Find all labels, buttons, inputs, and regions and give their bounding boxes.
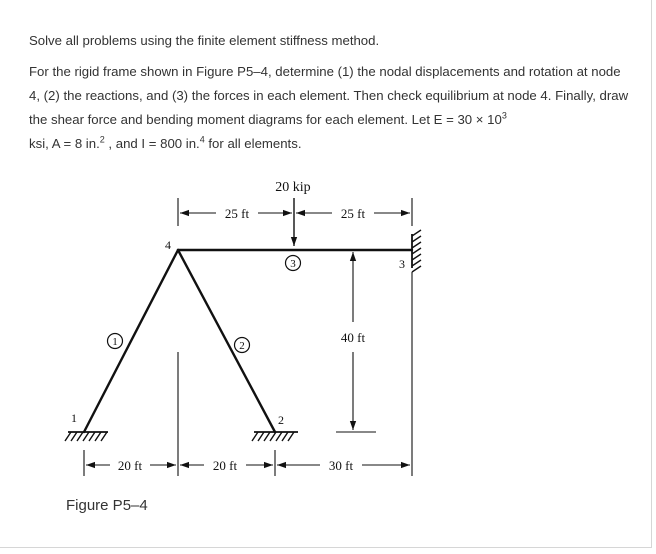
bottom-dim-3-label: 30 ft bbox=[328, 458, 354, 473]
problem-text-part-2: ksi, A = 8 in. bbox=[29, 136, 100, 151]
element-1-label: 1 bbox=[112, 336, 118, 348]
figure-caption: Figure P5–4 bbox=[66, 497, 148, 514]
node-1-label: 1 bbox=[71, 411, 77, 425]
element-2-tag bbox=[235, 338, 250, 353]
load-label: 20 kip bbox=[275, 180, 311, 195]
bottom-dim-1-label: 20 ft bbox=[117, 458, 143, 473]
fixed-wall-node-3 bbox=[412, 230, 421, 272]
element-3-label: 3 bbox=[290, 258, 296, 270]
height-dim-label: 40 ft bbox=[340, 330, 366, 345]
element-1-tag bbox=[108, 334, 123, 349]
instructions-text: Solve all problems using the finite element stiffness method. bbox=[29, 33, 380, 48]
exponent-4: 4 bbox=[199, 134, 205, 145]
node-3-label: 3 bbox=[399, 257, 405, 271]
problem-text-part-4: for all elements. bbox=[204, 136, 302, 151]
bottom-dimension-lines bbox=[84, 272, 412, 476]
element-1-member bbox=[84, 250, 178, 432]
element-2-member bbox=[178, 250, 275, 432]
top-dim-left-label: 25 ft bbox=[224, 206, 250, 221]
top-dim-right-label: 25 ft bbox=[340, 206, 366, 221]
support-node-2 bbox=[252, 432, 298, 441]
support-node-1 bbox=[65, 432, 108, 441]
problem-text-part-1: For the rigid frame shown in Figure P5–4, determine (1) the nodal displacements and rotation at node 4, (2) the reactions, and (3) the forces in each element. Then check equilibrium at node 4. Finally, draw the shear force and bending moment diagrams for each element. Let E = 30 × 10 bbox=[29, 64, 629, 127]
problem-statement bbox=[29, 60, 629, 156]
exponent-2: 2 bbox=[99, 134, 105, 145]
frame-figure bbox=[0, 160, 656, 554]
node-4-label: 4 bbox=[165, 238, 171, 252]
exponent-3: 3 bbox=[501, 110, 507, 121]
problem-text-part-3: , and I = 800 in. bbox=[104, 136, 200, 151]
node-2-label: 2 bbox=[278, 413, 284, 427]
element-3-tag bbox=[286, 256, 301, 271]
element-2-label: 2 bbox=[239, 340, 245, 352]
bottom-dim-2-label: 20 ft bbox=[212, 458, 238, 473]
top-dimension-lines bbox=[178, 198, 412, 226]
